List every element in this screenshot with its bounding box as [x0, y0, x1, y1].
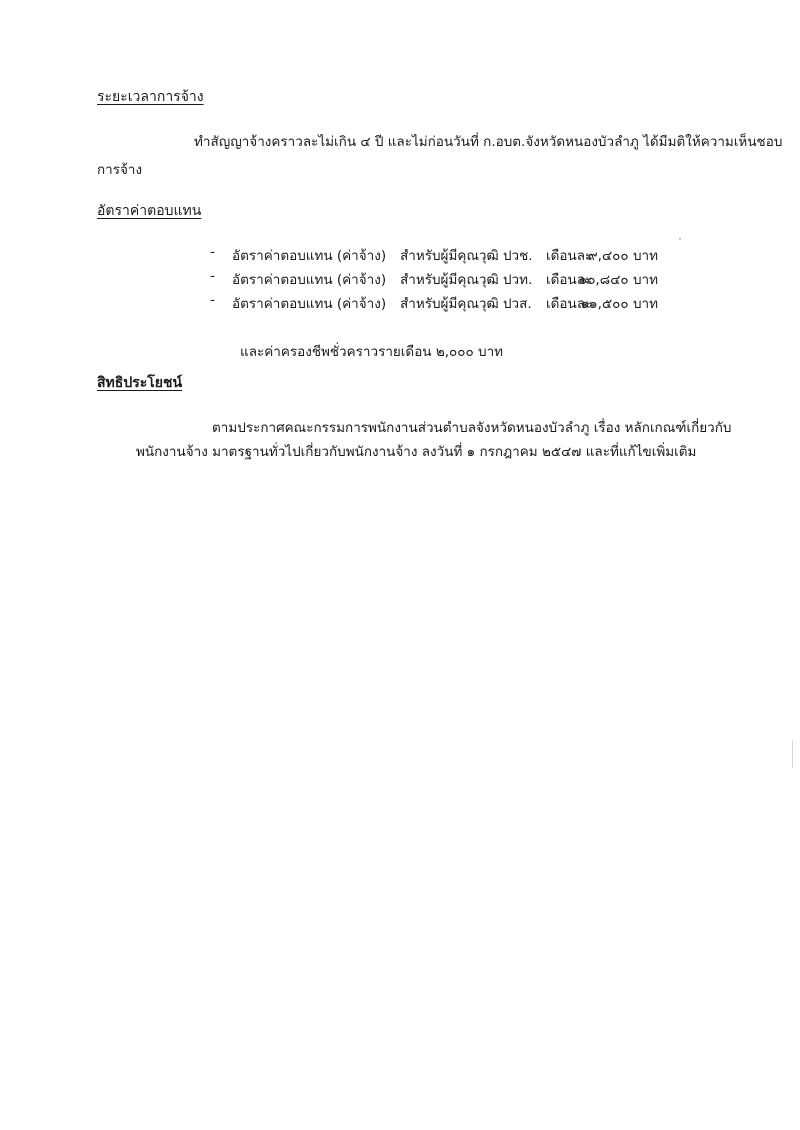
rate-per-month: เดือนละ [546, 248, 593, 264]
benefits-line-2: พนักงานจ้าง มาตรฐานทั่วไปเกี่ยวกับพนักงานจ้าง ลงวันที่ ๑ กรกฎาคม ๒๕๔๗ และที่แก้ไขเพิ่มเติม [136, 444, 697, 460]
rate-dash: - [210, 292, 215, 308]
rate-amount: ๑๐,๘๔๐ บาท [578, 272, 658, 288]
rate-qualification: สำหรับผู้มีคุณวุฒิ ปวท. [400, 272, 533, 288]
rate-amount: ๑๑,๕๐๐ บาท [580, 296, 658, 312]
rate-description: อัตราค่าตอบแทน (ค่าจ้าง) [232, 296, 387, 312]
rate-qualification: สำหรับผู้มีคุณวุฒิ ปวส. [400, 296, 532, 312]
rate-description: อัตราค่าตอบแทน (ค่าจ้าง) [232, 248, 387, 264]
rate-per-month: เดือนละ [546, 296, 593, 312]
rate-amount: ๙,๔๐๐ บาท [587, 248, 658, 264]
period-line-1: ทำสัญญาจ้างคราวละไม่เกิน ๔ ปี และไม่ก่อนวันที่ ก.อบต.จังหวัดหนองบัวลำภู ได้มีมติให้ความเห็นชอบ [194, 134, 783, 150]
scan-edge-mark [792, 740, 793, 768]
benefits-heading: สิทธิประโยชน์ [97, 375, 183, 391]
period-heading: ระยะเวลาการจ้าง [97, 89, 204, 105]
rate-dash: - [210, 268, 215, 284]
rate-dash: - [210, 244, 215, 260]
rate-qualification: สำหรับผู้มีคุณวุฒิ ปวช. [400, 248, 533, 264]
benefits-line-1: ตามประกาศคณะกรรมการพนักงานส่วนตำบลจังหวัดหนองบัวลำภู เรื่อง หลักเกณฑ์เกี่ยวกับ [212, 420, 732, 436]
rate-per-month: เดือนละ [546, 272, 593, 288]
period-line-2: การจ้าง [97, 162, 143, 178]
scan-speck [679, 238, 681, 240]
cost-of-living-allowance: และค่าครองชีพชั่วคราวรายเดือน ๒,๐๐๐ บาท [240, 344, 504, 360]
rate-description: อัตราค่าตอบแทน (ค่าจ้าง) [232, 272, 387, 288]
pay-heading: อัตราค่าตอบแทน [97, 203, 202, 219]
